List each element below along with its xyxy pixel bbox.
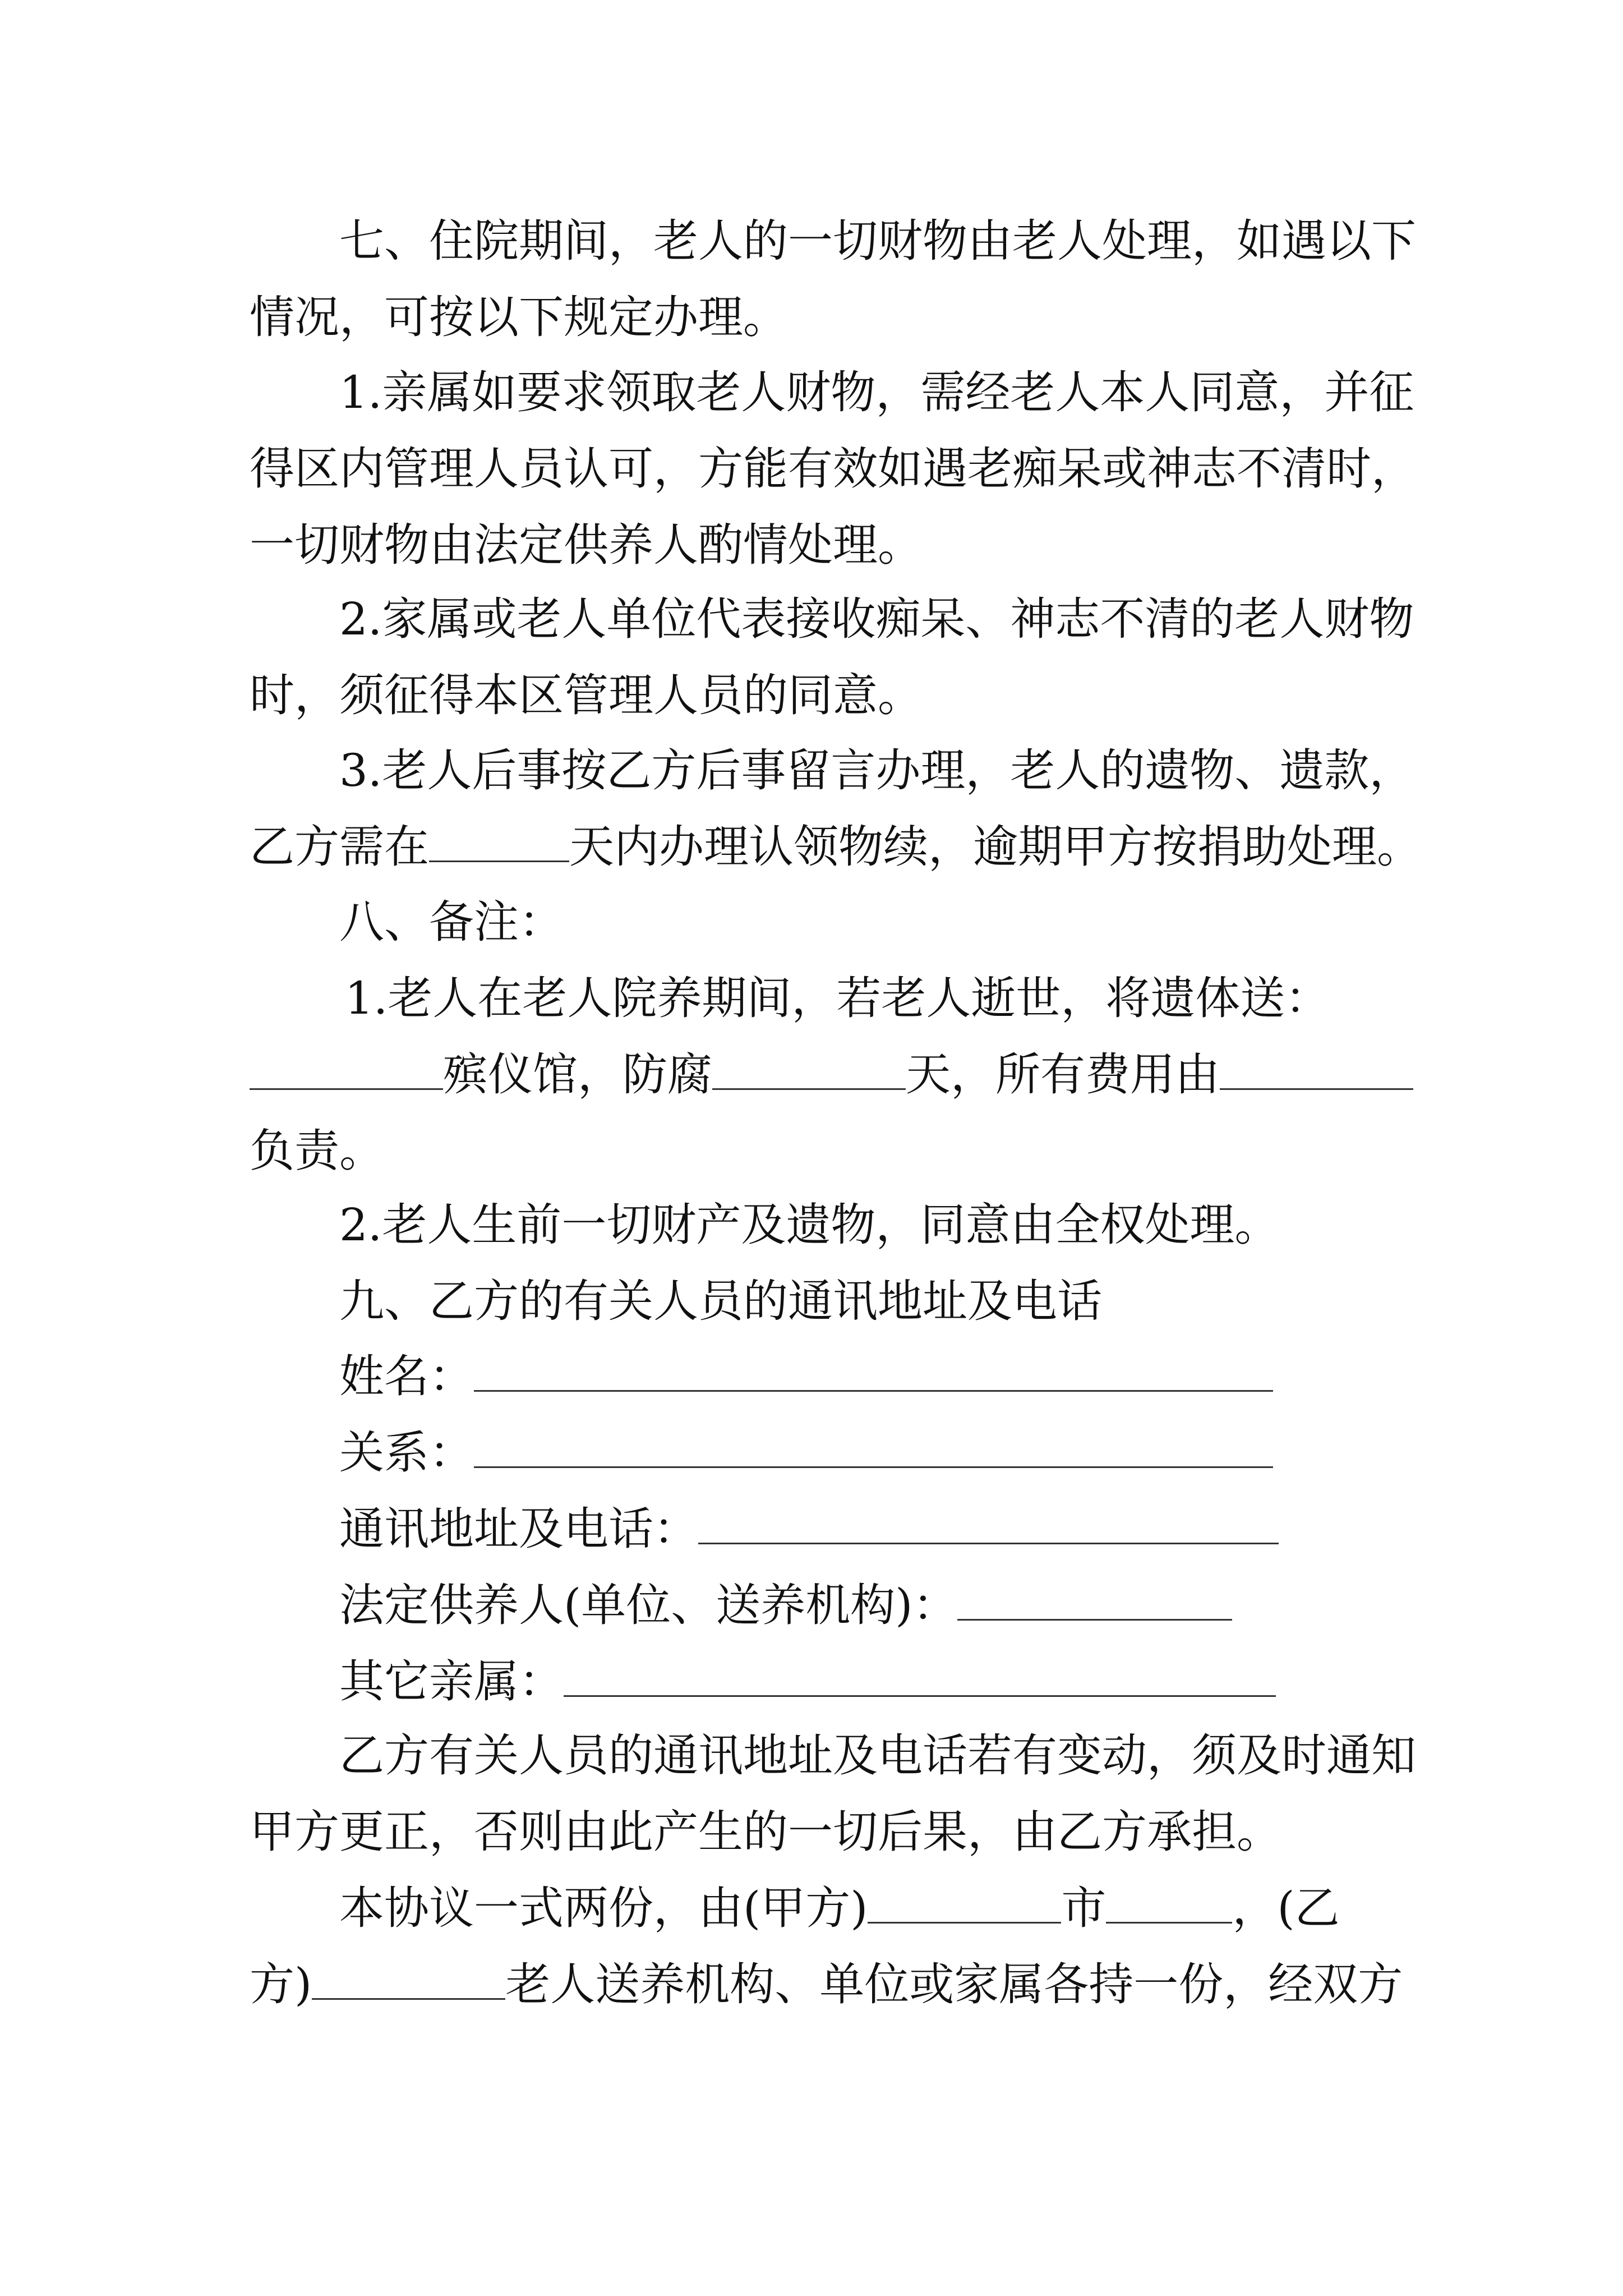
section-7-line-2: 情况，可按以下规定办理。	[250, 291, 788, 343]
section-8-heading-text: 八、备注：	[339, 896, 564, 948]
contact-change-notice	[250, 1718, 1416, 1870]
closing-paragraph	[250, 1870, 1403, 2023]
section-8-item-1-text-b: 天，所有费用由	[906, 1048, 1220, 1101]
section-7-item-3-text-b: 天内办理认领物续，逾期甲方按捐助处理。	[569, 821, 1422, 873]
section-7-intro	[250, 203, 1416, 356]
section-8-item-1-line-1: 1.老人在老人院养期间，若老人逝世，将遗体送：	[345, 972, 1330, 1024]
section-7-item-2-line-1: 2.家属或老人单位代表接收痴呆、神志不清的老人财物	[339, 593, 1414, 645]
days-blank[interactable]	[429, 812, 569, 862]
section-7-item-3	[250, 733, 1422, 885]
relation-label: 关系：	[339, 1427, 474, 1479]
section-7-item-1-line-3: 一切财物由法定供养人酌情处理。	[250, 519, 923, 571]
guardian-row	[250, 1567, 1388, 1644]
notice-line-2: 甲方更正，否则由此产生的一切后果，由乙方承担。	[250, 1806, 1281, 1858]
section-8-item-1-line-2	[250, 1037, 1388, 1113]
section-8-item-2	[250, 1187, 1388, 1263]
city-blank[interactable]	[1106, 1874, 1232, 1924]
address-phone-field[interactable]	[698, 1494, 1279, 1544]
section-8-heading	[250, 884, 1388, 960]
section-8-item-1-line-3: 负责。	[250, 1125, 384, 1177]
relation-field[interactable]	[474, 1418, 1273, 1468]
name-row	[250, 1338, 1388, 1415]
section-7-item-2-line-2: 时，须征得本区管理人员的同意。	[250, 669, 923, 721]
section-7-item-3-text-a: 乙方需在	[250, 821, 429, 873]
other-relatives-field[interactable]	[564, 1647, 1276, 1697]
other-relatives-label: 其它亲属：	[339, 1655, 564, 1708]
closing-text-a: 本协议一式两份，由(甲方)	[339, 1882, 868, 1934]
closing-text-d: 方)	[250, 1958, 312, 2010]
notice-line-1: 乙方有关人员的通讯地址及电话若有变动，须及时通知	[339, 1729, 1416, 1782]
section-8-item-1	[250, 960, 1388, 1189]
section-7-item-1-line-1: 1.亲属如要求领取老人财物，需经老人本人同意，并征	[339, 366, 1414, 418]
section-9-heading-text: 九、乙方的有关人员的通讯地址及电话	[339, 1275, 1102, 1327]
party-a-blank[interactable]	[868, 1874, 1061, 1924]
funeral-home-blank[interactable]	[250, 1040, 443, 1090]
section-7-item-1-line-2: 得区内管理人员认可，方能有效如遇老痴呆或神志不清时，	[250, 443, 1416, 495]
address-label: 通讯地址及电话：	[339, 1503, 698, 1555]
relation-row	[250, 1415, 1388, 1491]
section-9-heading	[250, 1263, 1388, 1340]
responsible-party-blank[interactable]	[1220, 1040, 1413, 1090]
name-field[interactable]	[474, 1342, 1273, 1392]
contact-fields	[250, 1338, 1388, 1720]
other-relatives-row	[250, 1644, 1388, 1720]
guardian-field[interactable]	[957, 1571, 1232, 1621]
section-7-item-1	[250, 355, 1416, 583]
guardian-label: 法定供养人(单位、送养机构)：	[339, 1579, 958, 1631]
closing-text-b: 市	[1061, 1882, 1106, 1934]
closing-line-2	[250, 1947, 1403, 2023]
closing-text-c: ，(乙	[1232, 1882, 1340, 1934]
section-8-item-1-text-a: 殡仪馆，防腐	[443, 1048, 712, 1101]
section-7-line-1: 七、住院期间，老人的一切财物由老人处理，如遇以下	[339, 215, 1416, 267]
closing-line-1	[250, 1870, 1388, 1947]
preservation-days-blank[interactable]	[712, 1040, 906, 1090]
section-7-item-2	[250, 581, 1414, 734]
address-row	[250, 1491, 1388, 1567]
party-b-blank[interactable]	[312, 1950, 505, 2000]
name-label: 姓名：	[339, 1350, 474, 1402]
section-8-item-2-text: 2.老人生前一切财产及遗物，同意由全权处理。	[339, 1199, 1280, 1251]
closing-text-e: 老人送养机构、单位或家属各持一份，经双方	[505, 1958, 1403, 2010]
section-7-item-3-line-2	[250, 809, 1422, 885]
section-7-item-3-line-1: 3.老人后事按乙方后事留言办理，老人的遗物、遗款，	[339, 744, 1414, 797]
